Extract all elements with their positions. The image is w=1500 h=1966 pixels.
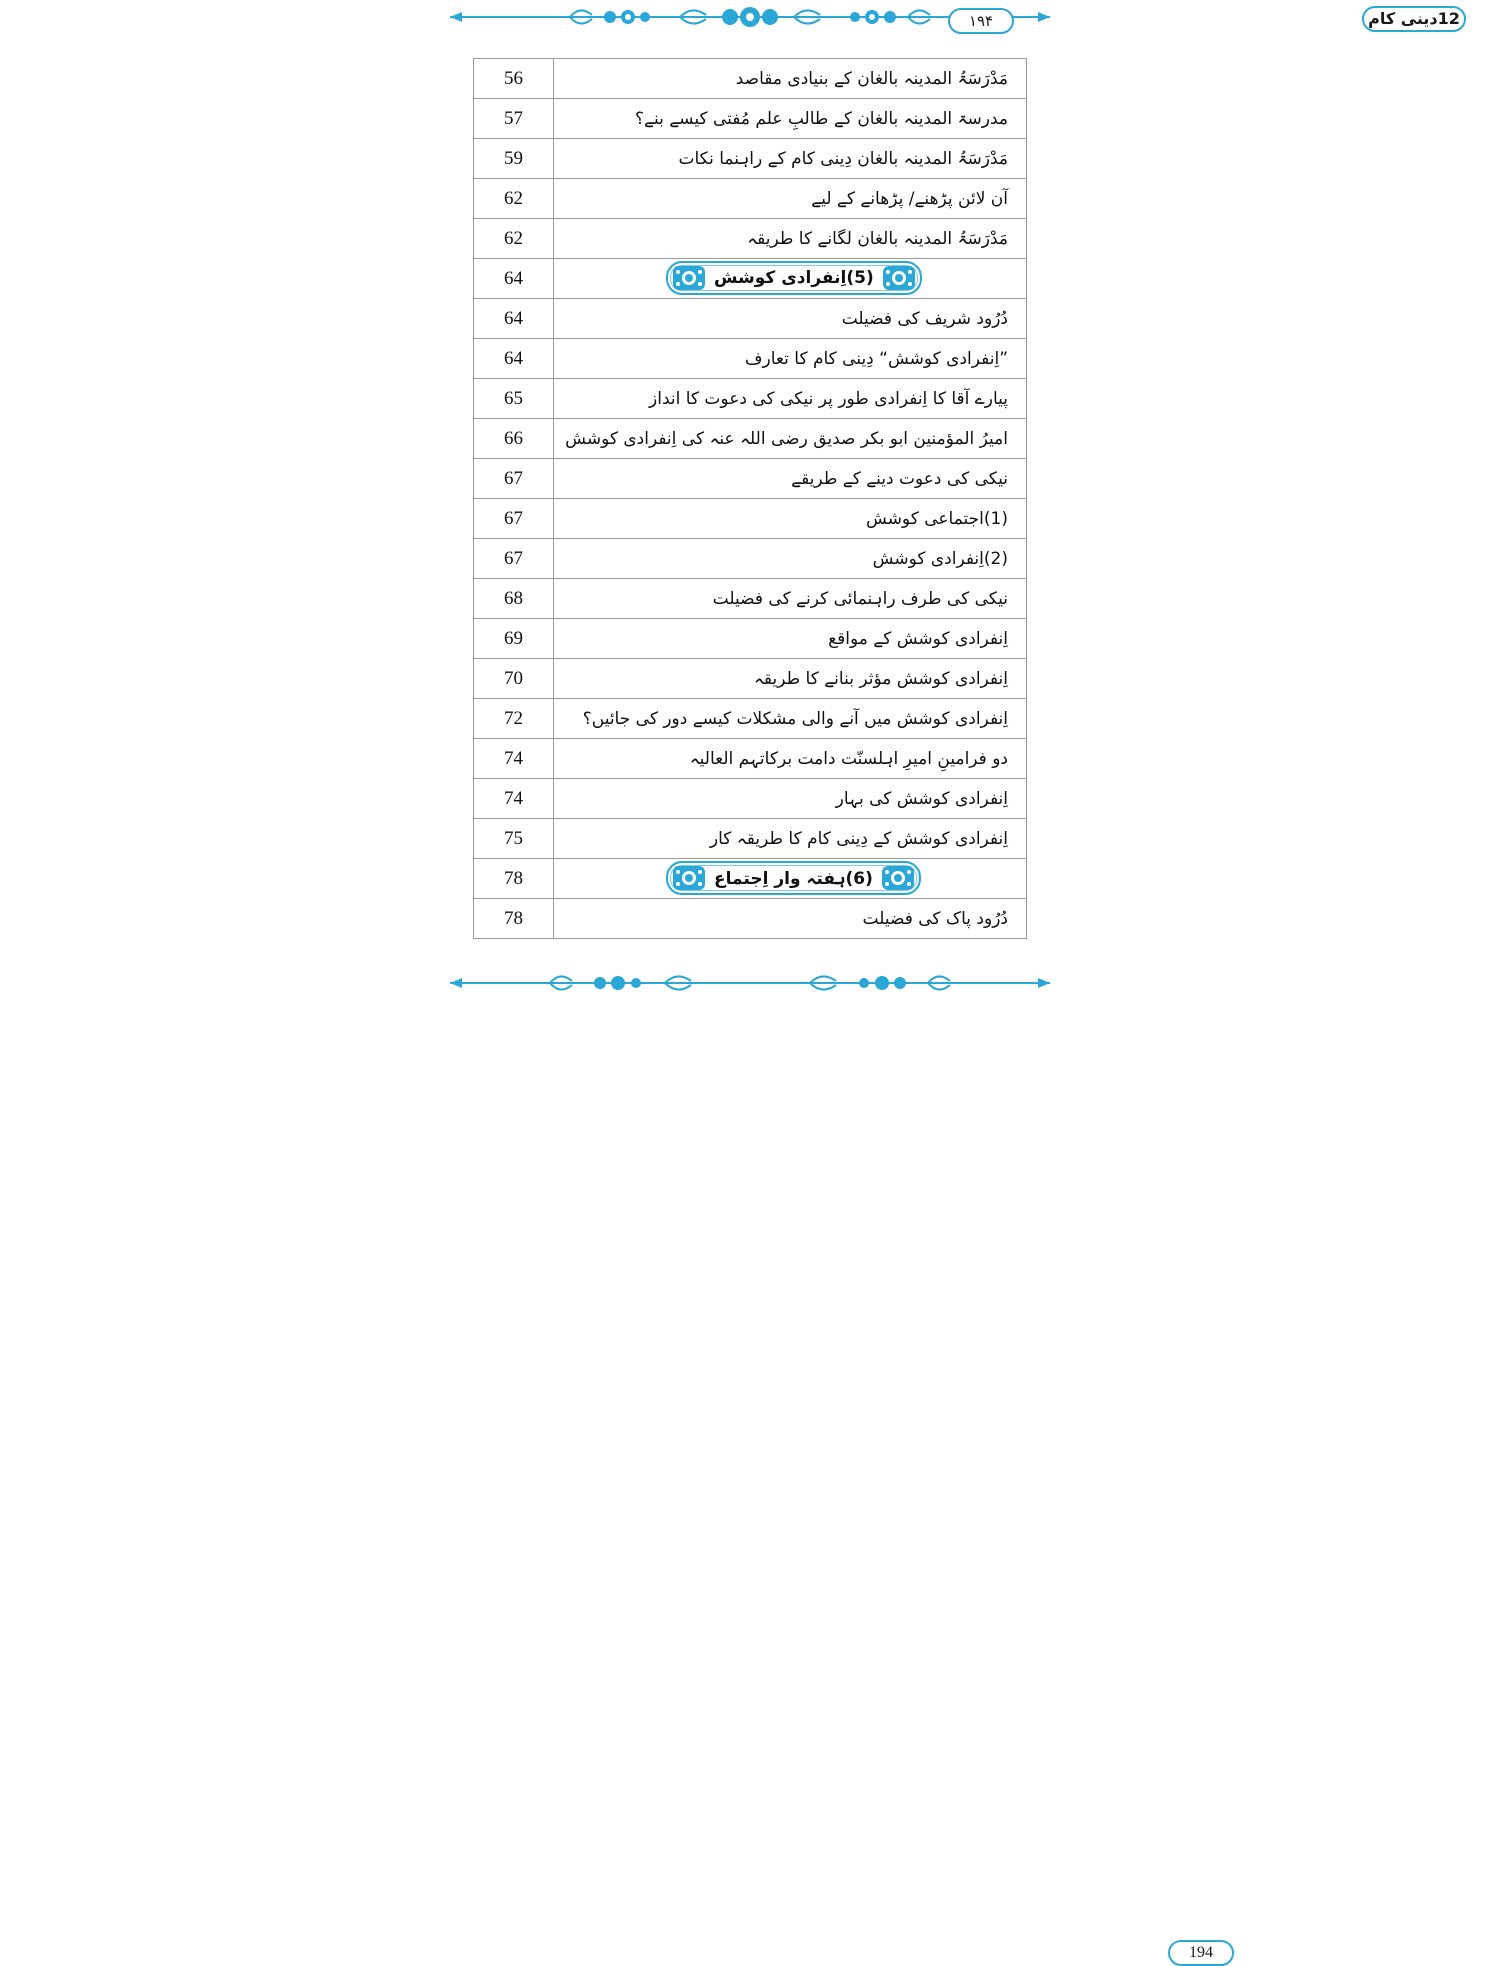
table-row: [474, 59, 1027, 99]
page-number-cell: 72: [474, 699, 554, 739]
entry-title-cell: مَدْرَسَۃُ المدینہ بالغان لگانے کا طریقہ: [554, 219, 1027, 259]
entry-title-cell: دُرُود شریف کی فضیلت: [554, 299, 1027, 339]
section-heading-text: (6)ہفتہ وار اِجتماع: [714, 868, 873, 889]
footer-page-number: 194: [1168, 1940, 1234, 1966]
page-number-cell: 74: [474, 779, 554, 819]
entry-title-cell: امیرُ المؤمنین ابو بکر صدیق رضی اللہ عنہ کی اِنفرادی کوشش: [554, 419, 1027, 459]
entry-title-cell: نیکی کی دعوت دینے کے طریقے: [554, 459, 1027, 499]
page-number-cell: 59: [474, 139, 554, 179]
entry-title-cell: نیکی کی طرف راہنمائی کرنے کی فضیلت: [554, 579, 1027, 619]
page-number-cell: 74: [474, 739, 554, 779]
page-number-cell: 67: [474, 499, 554, 539]
entry-title-cell: مَدْرَسَۃُ المدینہ بالغان دِینی کام کے راہنما نکات: [554, 139, 1027, 179]
page-number-cell: 78: [474, 859, 554, 899]
table-row: [474, 339, 1027, 379]
page-number-cell: 70: [474, 659, 554, 699]
page-number-cell: 62: [474, 219, 554, 259]
table-row: [474, 179, 1027, 219]
table-row: [474, 139, 1027, 179]
entry-title-cell: مَدْرَسَۃُ المدینہ بالغان کے بنیادی مقاصد: [554, 59, 1027, 99]
floral-ornament-icon: [882, 265, 916, 291]
page-number-cell: 64: [474, 259, 554, 299]
entry-title-cell: دو فرامینِ امیرِ اہلسنّت دامت برکاتہم العالیہ: [554, 739, 1027, 779]
page-number-cell: 75: [474, 819, 554, 859]
page-number-cell: 65: [474, 379, 554, 419]
table-row: [474, 819, 1027, 859]
table-row: [474, 899, 1027, 939]
page-number-cell: 57: [474, 99, 554, 139]
table-row: [474, 99, 1027, 139]
table-row: [474, 659, 1027, 699]
section-heading-frame: [666, 861, 921, 895]
page-number-cell: 68: [474, 579, 554, 619]
entry-title-cell: دُرُود پاک کی فضیلت: [554, 899, 1027, 939]
table-of-contents: [473, 58, 1027, 939]
page-number-cell: 66: [474, 419, 554, 459]
entry-title-cell: اِنفرادی کوشش کے دِینی کام کا طریقہ کار: [554, 819, 1027, 859]
entry-title-cell: (2)اِنفرادی کوشش: [554, 539, 1027, 579]
bottom-border-ornament-icon: [450, 968, 1050, 998]
table-row: [474, 699, 1027, 739]
table-row: [474, 739, 1027, 779]
section-heading-row: [474, 859, 1027, 899]
entry-title-cell: پیارے آقا کا اِنفرادی طور پر نیکی کی دعوت کا انداز: [554, 379, 1027, 419]
toc-body: [474, 59, 1027, 939]
page-number-cell: 56: [474, 59, 554, 99]
table-row: [474, 299, 1027, 339]
entry-title-cell: اِنفرادی کوشش مؤثر بنانے کا طریقہ: [554, 659, 1027, 699]
page-number-cell: 69: [474, 619, 554, 659]
page-number-cell: 64: [474, 339, 554, 379]
table-row: [474, 459, 1027, 499]
page-number-cell: 67: [474, 539, 554, 579]
floral-ornament-icon: [881, 865, 915, 891]
floral-ornament-icon: [672, 265, 706, 291]
entry-title-cell: اِنفرادی کوشش کے مواقع: [554, 619, 1027, 659]
table-row: [474, 579, 1027, 619]
floral-ornament-icon: [672, 865, 706, 891]
page-number-cell: 67: [474, 459, 554, 499]
header-book-title: 12دینی کام: [1362, 6, 1466, 32]
section-heading-row: [474, 259, 1027, 299]
table-row: [474, 379, 1027, 419]
table-row: [474, 619, 1027, 659]
entry-title-cell: اِنفرادی کوشش کی بہار: [554, 779, 1027, 819]
table-row: [474, 419, 1027, 459]
entry-title-cell: آن لائن پڑھنے/ پڑھانے کے لیے: [554, 179, 1027, 219]
entry-title-cell: ”اِنفرادی کوشش“ دِینی کام کا تعارف: [554, 339, 1027, 379]
table-row: [474, 219, 1027, 259]
section-heading-frame: [666, 261, 922, 295]
table-row: [474, 779, 1027, 819]
table-row: [474, 499, 1027, 539]
page-number-cell: 78: [474, 899, 554, 939]
top-ornamental-border: [450, 2, 1460, 32]
section-heading-cell: [554, 259, 1027, 299]
entry-title-cell: اِنفرادی کوشش میں آنے والی مشکلات کیسے دور کی جائیں؟: [554, 699, 1027, 739]
entry-title-cell: (1)اجتماعی کوشش: [554, 499, 1027, 539]
section-heading-text: (5)اِنفرادی کوشش: [714, 268, 874, 288]
page-number-cell: 64: [474, 299, 554, 339]
entry-title-cell: مدرسۃ المدینہ بالغان کے طالبِ علم مُفتی کیسے بنے؟: [554, 99, 1027, 139]
section-heading-cell: [554, 859, 1027, 899]
table-row: [474, 539, 1027, 579]
bottom-ornamental-border: [450, 968, 1213, 1961]
header-page-number: ۱۹۴: [948, 8, 1014, 34]
page-number-cell: 62: [474, 179, 554, 219]
